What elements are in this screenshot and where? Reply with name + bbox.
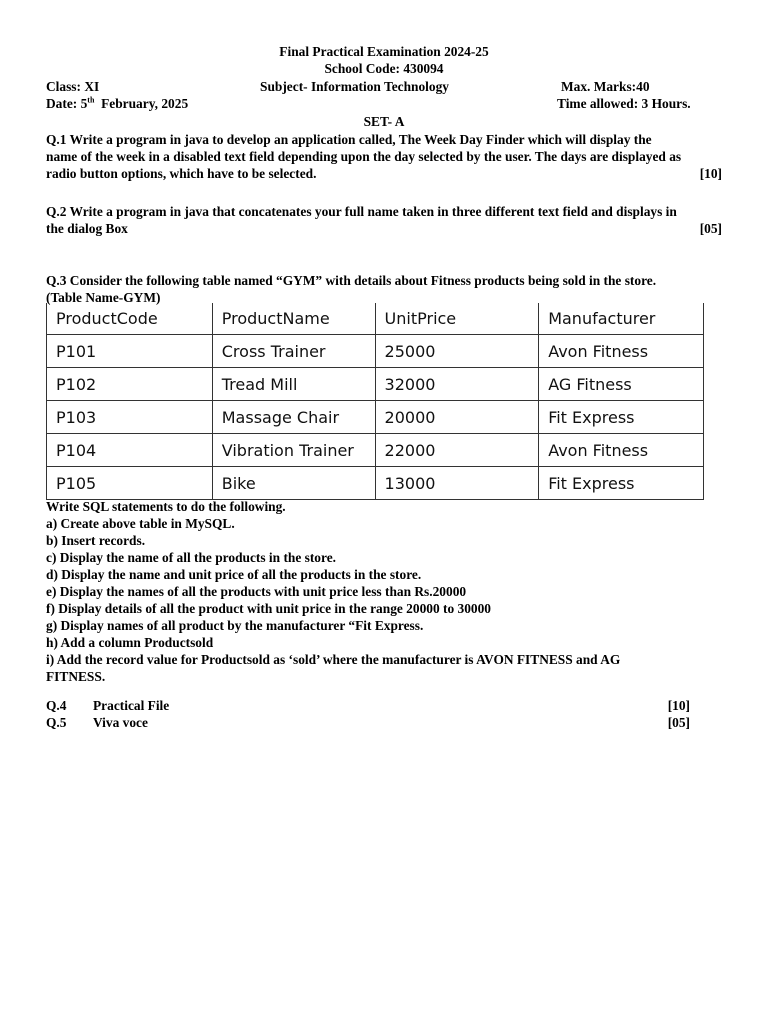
header-product-code: ProductCode [47, 303, 213, 335]
school-code: School Code: 430094 [324, 61, 444, 76]
cell-product-name: Vibration Trainer [212, 434, 375, 467]
header-manufacturer: Manufacturer [539, 303, 704, 335]
table-header-row [47, 303, 704, 335]
sql-task-i-line-1: i) Add the record value for Productsold as ‘sold’ where the manufacturer is AVON FITNESS and AG [46, 652, 621, 667]
q5-marks: [05] [667, 715, 690, 730]
q2-line-2-text: the dialog Box [46, 221, 128, 236]
cell-product-name: Tread Mill [212, 368, 375, 401]
question-4 [46, 697, 690, 714]
cell-manufacturer: Fit Express [539, 401, 704, 434]
cell-product-code: P103 [47, 401, 213, 434]
q1-line-3-text: radio button options, which have to be selected. [46, 166, 317, 181]
sql-task-f: f) Display details of all the product with unit price in the range 20000 to 30000 [46, 601, 491, 616]
q1-marks: [10] [699, 166, 722, 181]
question-5 [46, 714, 690, 731]
set-label: SET- A [363, 114, 405, 129]
header-unit-price: UnitPrice [375, 303, 539, 335]
cell-product-code: P105 [47, 467, 213, 500]
q3-line-2: (Table Name-GYM) [46, 290, 161, 305]
table-row [47, 401, 704, 434]
exam-date [46, 95, 188, 112]
exam-title: Final Practical Examination 2024-25 [279, 44, 489, 59]
cell-product-code: P102 [47, 368, 213, 401]
sql-intro: Write SQL statements to do the following. [46, 499, 286, 514]
subject-label: Subject- Information Technology [260, 79, 449, 94]
cell-product-code: P101 [47, 335, 213, 368]
class-label: Class: XI [46, 79, 100, 94]
question-3 [46, 272, 722, 306]
cell-manufacturer: Fit Express [539, 467, 704, 500]
q4-number: Q.4 [46, 698, 67, 713]
gym-table [46, 303, 704, 500]
cell-manufacturer: Avon Fitness [539, 434, 704, 467]
cell-unit-price: 25000 [375, 335, 539, 368]
cell-unit-price: 13000 [375, 467, 539, 500]
cell-product-name: Massage Chair [212, 401, 375, 434]
q2-line-2 [46, 220, 722, 237]
q5-label: Viva voce [93, 715, 148, 730]
cell-product-name: Cross Trainer [212, 335, 375, 368]
time-allowed: Time allowed: 3 Hours. [557, 96, 691, 111]
cell-unit-price: 22000 [375, 434, 539, 467]
table-row [47, 335, 704, 368]
header-product-name: ProductName [212, 303, 375, 335]
cell-product-name: Bike [212, 467, 375, 500]
cell-unit-price: 32000 [375, 368, 539, 401]
q4-marks: [10] [667, 698, 690, 713]
sql-task-b: b) Insert records. [46, 533, 146, 548]
table-row [47, 467, 704, 500]
date-suffix: February, 2025 [94, 96, 189, 111]
cell-manufacturer: Avon Fitness [539, 335, 704, 368]
sql-task-g: g) Display names of all product by the manufacturer “Fit Express. [46, 618, 424, 633]
q3-line-1: Q.3 Consider the following table named “GYM” with details about Fitness products being sold in the store. [46, 273, 657, 288]
cell-manufacturer: AG Fitness [539, 368, 704, 401]
sql-task-i-line-2: FITNESS. [46, 669, 106, 684]
q2-marks: [05] [699, 221, 722, 236]
sql-task-c: c) Display the name of all the products in the store. [46, 550, 336, 565]
max-marks: Max. Marks:40 [561, 79, 650, 94]
cell-unit-price: 20000 [375, 401, 539, 434]
cell-product-code: P104 [47, 434, 213, 467]
date-superscript: th [87, 95, 95, 105]
sql-task-a: a) Create above table in MySQL. [46, 516, 235, 531]
q1-line-2: name of the week in a disabled text field depending upon the day selected by the user. The days are displayed as [46, 149, 682, 164]
question-2 [46, 203, 722, 237]
q1-line-3 [46, 165, 722, 182]
sql-task-e: e) Display the names of all the products with unit price less than Rs.20000 [46, 584, 467, 599]
sql-tasks [46, 498, 722, 685]
q4-label: Practical File [93, 698, 170, 713]
table-row [47, 368, 704, 401]
sql-task-h: h) Add a column Productsold [46, 635, 214, 650]
q5-number: Q.5 [46, 715, 67, 730]
date-prefix: Date: 5 [46, 96, 88, 111]
q1-line-1: Q.1 Write a program in java to develop an application called, The Week Day Finder which will display the [46, 132, 652, 147]
question-1 [46, 131, 722, 182]
sql-task-d: d) Display the name and unit price of all the products in the store. [46, 567, 422, 582]
q2-line-1: Q.2 Write a program in java that concatenates your full name taken in three different text field and displays in [46, 204, 677, 219]
table-row [47, 434, 704, 467]
